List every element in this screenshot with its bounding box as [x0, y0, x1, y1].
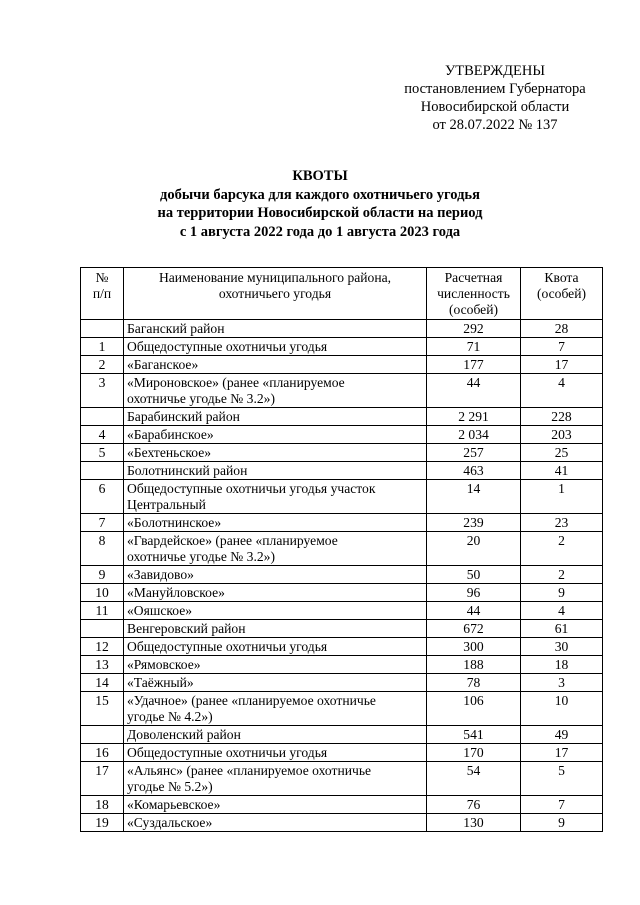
table-row — [81, 514, 603, 532]
row-name: «Мануйловское» — [124, 584, 427, 602]
row-number: 18 — [81, 796, 124, 814]
table-row — [81, 532, 603, 566]
row-population: 177 — [427, 356, 521, 374]
table-row — [81, 374, 603, 408]
row-population: 672 — [427, 620, 521, 638]
row-name: «Комарьевское» — [124, 796, 427, 814]
quota-table — [80, 267, 603, 832]
row-quota: 228 — [521, 408, 603, 426]
district-row — [81, 320, 603, 338]
row-quota: 30 — [521, 638, 603, 656]
row-name: «Альянс» (ранее «планируемое охотничье угодье № 5.2») — [124, 762, 427, 796]
row-population: 44 — [427, 602, 521, 620]
table-row — [81, 814, 603, 832]
row-quota: 203 — [521, 426, 603, 444]
row-name: «Барабинское» — [124, 426, 427, 444]
row-population: 71 — [427, 338, 521, 356]
row-quota: 25 — [521, 444, 603, 462]
row-population: 14 — [427, 480, 521, 514]
row-quota: 2 — [521, 566, 603, 584]
table-row — [81, 444, 603, 462]
row-quota: 5 — [521, 762, 603, 796]
row-population: 2 034 — [427, 426, 521, 444]
row-quota: 61 — [521, 620, 603, 638]
row-number — [81, 320, 124, 338]
table-row — [81, 762, 603, 796]
row-number: 12 — [81, 638, 124, 656]
row-number — [81, 408, 124, 426]
row-name: «Удачное» (ранее «планируемое охотничье угодье № 4.2») — [124, 692, 427, 726]
row-name: Болотнинский район — [124, 462, 427, 480]
table-row — [81, 480, 603, 514]
heading-line-2: добычи барсука для каждого охотничьего угодья — [160, 186, 480, 203]
table-row — [81, 638, 603, 656]
row-number: 17 — [81, 762, 124, 796]
row-number: 13 — [81, 656, 124, 674]
row-population: 292 — [427, 320, 521, 338]
header-quota: Квота (особей) — [521, 268, 603, 320]
row-quota: 9 — [521, 814, 603, 832]
row-quota: 49 — [521, 726, 603, 744]
district-row — [81, 462, 603, 480]
row-name: Доволенский район — [124, 726, 427, 744]
row-name: «Ояшское» — [124, 602, 427, 620]
row-population: 50 — [427, 566, 521, 584]
row-population: 2 291 — [427, 408, 521, 426]
table-row — [81, 356, 603, 374]
approval-line-1: постановлением Губернатора — [404, 81, 586, 97]
row-quota: 7 — [521, 338, 603, 356]
approval-title: УТВЕРЖДЕНЫ — [444, 63, 546, 79]
header-name: Наименование муниципального района, охотничьего угодья — [124, 268, 427, 320]
row-name: «Завидово» — [124, 566, 427, 584]
table-body — [81, 320, 603, 832]
row-quota: 41 — [521, 462, 603, 480]
row-name: «Таёжный» — [124, 674, 427, 692]
table-row — [81, 426, 603, 444]
approval-line-3: от 28.07.2022 № 137 — [432, 117, 558, 133]
table-row — [81, 674, 603, 692]
row-name: «Бехтеньское» — [124, 444, 427, 462]
table-row — [81, 656, 603, 674]
row-population: 188 — [427, 656, 521, 674]
row-population: 541 — [427, 726, 521, 744]
row-number: 9 — [81, 566, 124, 584]
row-name: Баганский район — [124, 320, 427, 338]
table-row — [81, 584, 603, 602]
table-header-row — [81, 268, 603, 320]
row-name: Барабинский район — [124, 408, 427, 426]
row-number: 7 — [81, 514, 124, 532]
district-row — [81, 620, 603, 638]
row-quota: 7 — [521, 796, 603, 814]
row-quota: 4 — [521, 602, 603, 620]
header-number: № п/п — [81, 268, 124, 320]
row-population: 239 — [427, 514, 521, 532]
row-number: 5 — [81, 444, 124, 462]
row-number: 16 — [81, 744, 124, 762]
row-name: «Рямовское» — [124, 656, 427, 674]
table-row — [81, 338, 603, 356]
row-population: 78 — [427, 674, 521, 692]
row-number: 3 — [81, 374, 124, 408]
row-population: 257 — [427, 444, 521, 462]
table-row — [81, 602, 603, 620]
row-number: 8 — [81, 532, 124, 566]
row-number — [81, 462, 124, 480]
approval-block — [380, 62, 610, 134]
row-quota: 23 — [521, 514, 603, 532]
row-quota: 3 — [521, 674, 603, 692]
row-name: «Суздальское» — [124, 814, 427, 832]
heading-line-1: КВОТЫ — [292, 168, 348, 184]
row-quota: 4 — [521, 374, 603, 408]
row-number: 15 — [81, 692, 124, 726]
row-quota: 1 — [521, 480, 603, 514]
row-number: 4 — [81, 426, 124, 444]
row-number: 19 — [81, 814, 124, 832]
row-population: 44 — [427, 374, 521, 408]
row-number — [81, 726, 124, 744]
heading-line-3: на территории Новосибирской области на период — [157, 205, 483, 221]
table-row — [81, 566, 603, 584]
row-population: 76 — [427, 796, 521, 814]
row-quota: 2 — [521, 532, 603, 566]
row-population: 106 — [427, 692, 521, 726]
heading-line-4: с 1 августа 2022 года до 1 августа 2023 года — [179, 223, 461, 240]
row-quota: 18 — [521, 656, 603, 674]
row-quota: 28 — [521, 320, 603, 338]
row-quota: 17 — [521, 356, 603, 374]
district-row — [81, 726, 603, 744]
row-population: 54 — [427, 762, 521, 796]
row-name: «Баганское» — [124, 356, 427, 374]
row-population: 463 — [427, 462, 521, 480]
row-population: 130 — [427, 814, 521, 832]
header-population: Расчетная численность (особей) — [427, 268, 521, 320]
row-name: «Мироновское» (ранее «планируемое охотничье угодье № 3.2») — [124, 374, 427, 408]
row-name: Общедоступные охотничьи угодья — [124, 638, 427, 656]
approval-line-2: Новосибирской области — [420, 99, 570, 115]
row-number: 14 — [81, 674, 124, 692]
row-name: «Болотнинское» — [124, 514, 427, 532]
row-quota: 10 — [521, 692, 603, 726]
table-row — [81, 744, 603, 762]
row-number: 6 — [81, 480, 124, 514]
row-quota: 9 — [521, 584, 603, 602]
row-name: «Гвардейское» (ранее «планируемое охотничье угодье № 3.2») — [124, 532, 427, 566]
row-name: Общедоступные охотничьи угодья — [124, 338, 427, 356]
row-population: 300 — [427, 638, 521, 656]
table-row — [81, 692, 603, 726]
row-name: Общедоступные охотничьи угодья участок Центральный — [124, 480, 427, 514]
row-name: Венгеровский район — [124, 620, 427, 638]
row-population: 20 — [427, 532, 521, 566]
row-number: 1 — [81, 338, 124, 356]
row-quota: 17 — [521, 744, 603, 762]
table-row — [81, 796, 603, 814]
row-number: 11 — [81, 602, 124, 620]
row-number — [81, 620, 124, 638]
row-name: Общедоступные охотничьи угодья — [124, 744, 427, 762]
row-number: 2 — [81, 356, 124, 374]
document-heading — [60, 167, 580, 241]
row-number: 10 — [81, 584, 124, 602]
row-population: 170 — [427, 744, 521, 762]
row-population: 96 — [427, 584, 521, 602]
district-row — [81, 408, 603, 426]
